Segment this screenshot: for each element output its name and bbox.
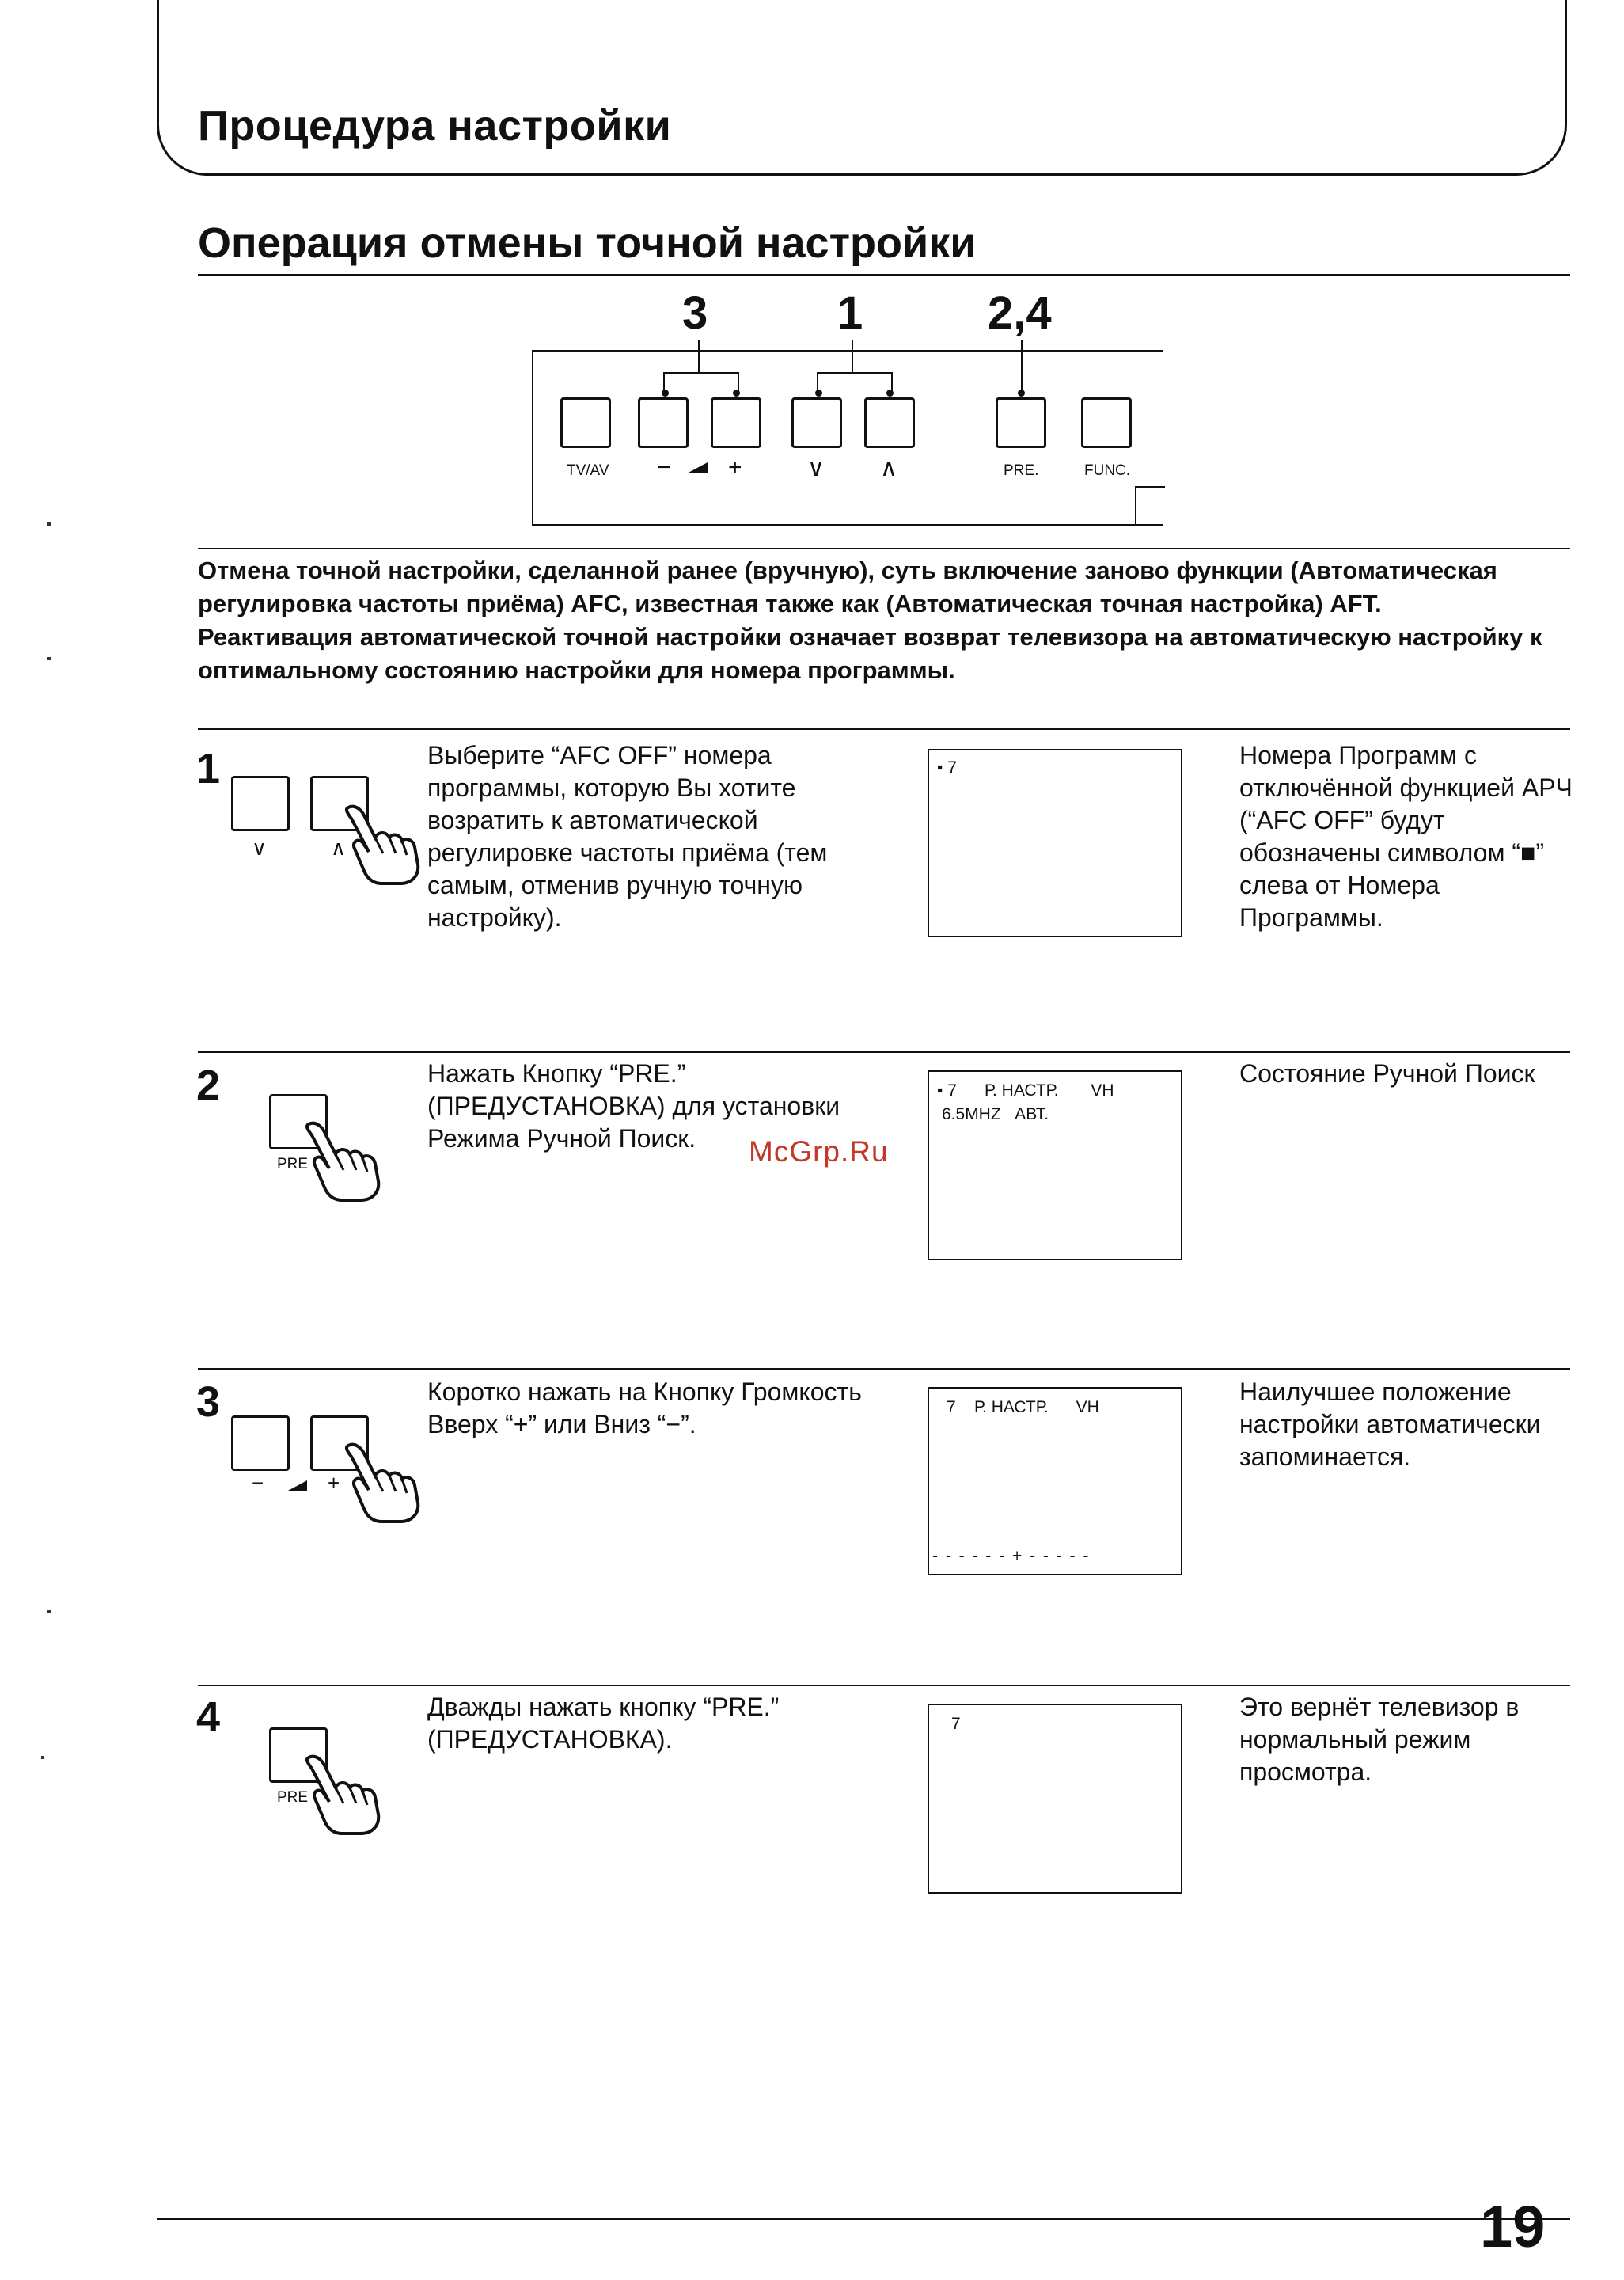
channel-down-button[interactable]	[231, 776, 290, 831]
step-instruction: Выберите “AFC OFF” номера программы, которую Вы хотите возратить к автоматической регулировке частоты приёма (тем самым, отменив ручную точную настройку).	[427, 741, 828, 932]
channel-down-label: ∨	[807, 455, 825, 481]
step-number: 3	[196, 1378, 221, 1426]
function-label: FUNC.	[1084, 462, 1131, 479]
channel-up-label: ∧	[880, 455, 897, 481]
step1-divider	[198, 728, 1570, 730]
channel-down-button[interactable]	[791, 397, 842, 448]
volume-down-button[interactable]	[638, 397, 689, 448]
step3-divider	[198, 1368, 1570, 1370]
volume-up-button[interactable]	[711, 397, 761, 448]
volume-minus-label: −	[252, 1471, 264, 1495]
margin-mark	[41, 1756, 44, 1759]
step4-divider	[198, 1685, 1570, 1686]
tv-screen	[928, 1387, 1182, 1575]
panel-label-volume-step: 3	[682, 287, 708, 339]
step-note: Состояние Ручной Поиск	[1239, 1059, 1535, 1088]
screen-line: ▪ 7	[937, 758, 957, 777]
step-note: Наилучшее положение настройки автоматически запоминается.	[1239, 1378, 1541, 1471]
tv-av-label: TV/AV	[567, 462, 609, 479]
volume-wedge-icon	[687, 461, 709, 475]
screen-line: 7	[951, 1715, 961, 1733]
panel-label-channel-step: 1	[837, 287, 863, 339]
pointing-hand-icon	[301, 1750, 388, 1837]
volume-plus-label: +	[328, 1471, 340, 1495]
margin-mark	[47, 522, 51, 526]
step-instruction: Дважды нажать кнопку “PRE.” (ПРЕДУСТАНОВКА).	[427, 1693, 780, 1754]
panel-label-preset-step: 2,4	[988, 287, 1052, 339]
preset-button[interactable]	[996, 397, 1046, 448]
volume-plus-label: +	[728, 454, 742, 481]
screen-line: 6.5MHZ АВТ.	[942, 1105, 1049, 1123]
tv-screen	[928, 1704, 1182, 1894]
pointing-hand-icon	[340, 800, 427, 887]
channel-down-label: ∨	[252, 836, 268, 860]
step-number: 2	[196, 1062, 221, 1109]
section-title: Операция отмены точной настройки	[198, 219, 977, 267]
margin-mark	[47, 1610, 51, 1613]
pointing-hand-icon	[301, 1116, 388, 1203]
tuning-scale: - - - - - - + - - - - -	[932, 1547, 1091, 1565]
page-number: 19	[1480, 2194, 1546, 2259]
volume-minus-label: −	[657, 454, 671, 481]
margin-mark	[47, 657, 51, 660]
screen-line: ▪ 7 Р. НАСТР. VH	[937, 1081, 1114, 1100]
step-instruction: Нажать Кнопку “PRE.” (ПРЕДУСТАНОВКА) для установки Режима Ручной Поиск.	[427, 1059, 840, 1153]
screen-line: 7 Р. НАСТР. VH	[947, 1398, 1099, 1416]
preset-label: PRE	[277, 1156, 309, 1172]
step-number: 1	[196, 745, 221, 792]
volume-wedge-icon	[286, 1479, 309, 1493]
step-number: 4	[196, 1693, 221, 1741]
step-note: Номера Программ с отключённой функцией АРЧ (“AFC OFF” будут обозначены символом “■” слева от Номера Программы.	[1239, 741, 1573, 932]
intro-paragraph: Отмена точной настройки, сделанной ранее (вручную), суть включение заново функции (Автоматическая регулировка частоты приёма) AFC, известная также как (Автоматическая точная настройка) AFT. Реактивация автоматической точной настройки означает возврат телевизора на автоматическую настройку к оптимальному состоянию настройки для номера программы.	[198, 557, 1542, 684]
footer-divider	[157, 2218, 1570, 2220]
channel-up-button[interactable]	[864, 397, 915, 448]
step-instruction: Коротко нажать на Кнопку Громкость Вверх “+” или Вниз “−”.	[427, 1378, 862, 1438]
volume-down-button[interactable]	[231, 1416, 290, 1471]
panel-frame	[532, 350, 1163, 526]
panel-corner-bracket	[1135, 486, 1165, 526]
page-header-title: Процедура настройки	[198, 102, 672, 150]
section-divider	[198, 274, 1570, 276]
channel-up-label: ∧	[331, 836, 347, 860]
tv-screen	[928, 1070, 1182, 1260]
preset-label: PRE	[277, 1789, 309, 1806]
watermark: McGrp.Ru	[749, 1135, 889, 1168]
tv-screen	[928, 749, 1182, 937]
step2-divider	[198, 1051, 1570, 1053]
pointing-hand-icon	[340, 1438, 427, 1525]
intro-divider	[198, 548, 1570, 549]
step-note: Это вернёт телевизор в нормальный режим просмотра.	[1239, 1693, 1520, 1786]
function-button[interactable]	[1081, 397, 1132, 448]
preset-label: PRE.	[1004, 462, 1039, 479]
tv-av-button[interactable]	[560, 397, 611, 448]
